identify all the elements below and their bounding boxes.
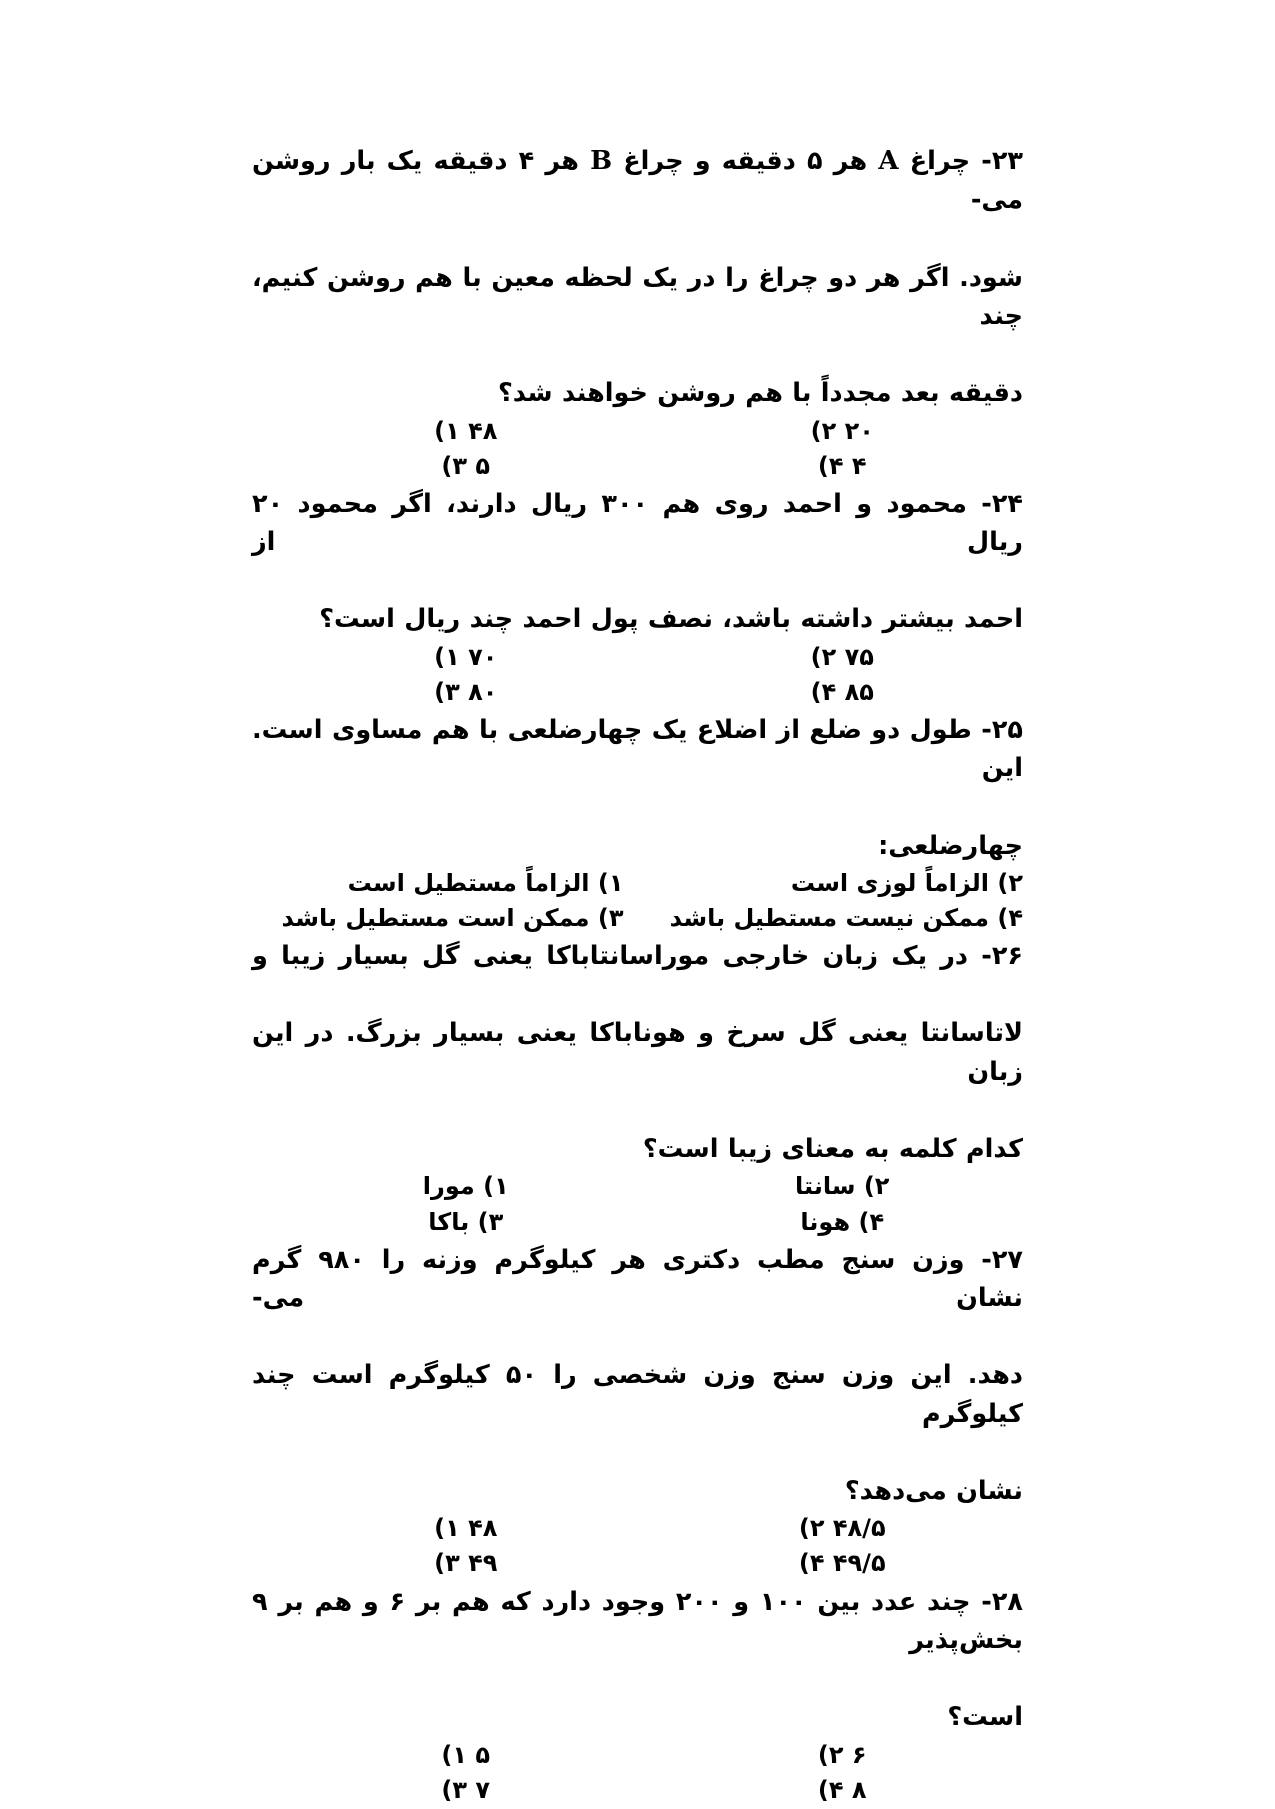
option-1-number: ۱) — [483, 1172, 509, 1201]
option-2-label: الزاماً لوزی است — [790, 868, 990, 897]
option-row — [252, 1205, 1023, 1239]
option-row — [252, 901, 1023, 935]
option-2[interactable] — [638, 640, 1024, 674]
question-26-line-3: کدام کلمه به معنای زیبا است؟ — [642, 1134, 1023, 1165]
question-25-line-1: ۲۵- طول دو ضلع از اضلاع یک چهارضلعی با هم مساوی است. این — [252, 714, 1023, 784]
option-1-number: ۱) — [434, 416, 460, 445]
option-2-number: ۲) — [817, 1740, 844, 1769]
option-4[interactable] — [638, 675, 1024, 709]
option-1[interactable] — [252, 1169, 638, 1203]
lamp-label-a: A — [878, 146, 899, 176]
option-1[interactable] — [252, 1738, 638, 1772]
question-block-26 — [252, 937, 1023, 1239]
question-26-line-1: ۲۶- در یک زبان خارجی موراسانتاباکا یعنی گل بسیار زیبا و — [252, 940, 1023, 971]
question-25-options — [252, 866, 1023, 935]
questions-container — [252, 142, 1023, 1809]
option-2-label: ۷۵ — [844, 642, 874, 671]
question-24-line-1: ۲۴- محمود و احمد روی هم ۳۰۰ ریال دارند، اگر محمود ۲۰ ریال از — [252, 488, 1023, 557]
lamp-label-b: B — [590, 146, 613, 176]
question-block-25 — [252, 711, 1023, 935]
option-2[interactable] — [638, 1738, 1024, 1772]
option-3[interactable] — [252, 675, 638, 709]
option-3-label: ۵ — [475, 451, 491, 480]
option-4-number: ۴) — [817, 451, 844, 480]
option-row — [252, 675, 1023, 709]
option-row — [252, 1511, 1023, 1545]
option-4-label: ۴۹/۵ — [832, 1549, 886, 1578]
option-4-number: ۴) — [817, 1775, 844, 1804]
option-2-label: ۴۸/۵ — [832, 1514, 886, 1543]
option-3-label: ۸۰ — [468, 677, 498, 706]
option-row — [252, 1169, 1023, 1203]
question-23-text-a: چراغ — [898, 146, 982, 176]
question-23-text-end: هر ۴ دقیقه یک بار روشن می- — [252, 146, 1023, 215]
option-4-number: ۴) — [810, 677, 837, 706]
option-4[interactable] — [638, 1773, 1024, 1807]
option-1-label: ۷۰ — [468, 642, 498, 671]
option-2-label: ۲۰ — [844, 416, 874, 445]
option-2[interactable] — [638, 1511, 1024, 1545]
option-4[interactable] — [638, 901, 1024, 935]
option-2-number: ۲) — [810, 416, 837, 445]
option-1[interactable] — [252, 1511, 638, 1545]
question-block-28 — [252, 1583, 1023, 1807]
question-27-line-2: دهد. این وزن سنج وزن شخصی را ۵۰ کیلوگرم است چند کیلوگرم — [252, 1360, 1023, 1429]
option-2-number: ۲) — [863, 1172, 890, 1201]
option-4-label: هونا — [800, 1207, 851, 1236]
option-2[interactable] — [638, 1169, 1024, 1203]
option-4-number: ۴) — [997, 903, 1023, 932]
question-24-line-2: احمد بیشتر داشته باشد، نصف پول احمد چند ریال است؟ — [319, 604, 1023, 635]
question-23-text-middle: هر ۵ دقیقه و چراغ — [612, 146, 879, 176]
question-24-options — [252, 640, 1023, 709]
option-1[interactable] — [252, 640, 638, 674]
option-3[interactable] — [252, 1205, 638, 1239]
option-1-label: ۵ — [475, 1740, 491, 1769]
option-3-label: ۷ — [475, 1775, 491, 1804]
option-2-number: ۲) — [997, 868, 1023, 897]
option-1-label: ۴۸ — [468, 1514, 498, 1543]
question-27-options — [252, 1511, 1023, 1580]
option-4-number: ۴) — [798, 1549, 825, 1578]
question-23-options — [252, 414, 1023, 483]
option-2[interactable] — [638, 866, 1024, 900]
option-4-number: ۴) — [858, 1207, 885, 1236]
question-25-line-2: چهارضلعی: — [878, 830, 1023, 861]
question-block-24 — [252, 485, 1023, 709]
option-1[interactable] — [252, 414, 638, 448]
option-3[interactable] — [252, 1546, 638, 1580]
option-3[interactable] — [252, 901, 638, 935]
question-block-27 — [252, 1241, 1023, 1581]
question-27-line-3: نشان می‌دهد؟ — [844, 1476, 1023, 1507]
option-1-label: الزاماً مستطیل است — [347, 868, 590, 897]
option-1-number: ۱) — [597, 868, 624, 897]
option-3-label: باکا — [428, 1207, 470, 1236]
option-1-number: ۱) — [434, 642, 460, 671]
option-row — [252, 1773, 1023, 1807]
option-3-number: ۳) — [441, 1775, 468, 1804]
option-4-label: ۴ — [851, 451, 867, 480]
option-3-number: ۳) — [597, 903, 624, 932]
option-1-label: مورا — [422, 1172, 475, 1201]
option-3-number: ۳) — [441, 451, 468, 480]
question-28-line-2: است؟ — [947, 1702, 1023, 1733]
question-26-line-2: لاتاسانتا یعنی گل سرخ و هوناباکا یعنی بسیار بزرگ. در این زبان — [252, 1018, 1023, 1087]
option-2-number: ۲) — [798, 1514, 825, 1543]
option-3-number: ۳) — [477, 1207, 504, 1236]
option-3-label: ممکن است مستطیل باشد — [281, 903, 590, 932]
option-row — [252, 866, 1023, 900]
question-27-line-1: ۲۷- وزن سنج مطب دکتری هر کیلوگرم وزنه را ۹۸۰ گرم نشان می- — [252, 1244, 1023, 1313]
option-4-label: ۸ — [851, 1775, 867, 1804]
option-1-label: ۴۸ — [468, 416, 498, 445]
option-4[interactable] — [638, 449, 1024, 483]
option-4-label: ۸۵ — [844, 677, 874, 706]
question-23-line-1 — [252, 142, 1023, 258]
question-26-options — [252, 1169, 1023, 1238]
question-23-number: ۲۳- — [981, 146, 1023, 176]
question-block-23 — [252, 142, 1023, 483]
option-3-number: ۳) — [434, 677, 460, 706]
option-2[interactable] — [638, 414, 1024, 448]
question-28-options — [252, 1738, 1023, 1807]
option-3[interactable] — [252, 449, 638, 483]
question-23-line-3: دقیقه بعد مجدداً با هم روشن خواهند شد؟ — [498, 378, 1023, 409]
option-row — [252, 449, 1023, 483]
option-3-label: ۴۹ — [468, 1549, 498, 1578]
option-3-number: ۳) — [434, 1549, 460, 1578]
option-2-label: سانتا — [795, 1172, 856, 1201]
option-1-number: ۱) — [434, 1514, 460, 1543]
option-row — [252, 1738, 1023, 1772]
option-2-label: ۶ — [851, 1740, 867, 1769]
option-2-number: ۲) — [810, 642, 837, 671]
option-row — [252, 1546, 1023, 1580]
option-4-label: ممکن نیست مستطیل باشد — [669, 903, 990, 932]
option-row — [252, 414, 1023, 448]
option-3[interactable] — [252, 1773, 638, 1807]
option-row — [252, 640, 1023, 674]
option-4[interactable] — [638, 1546, 1024, 1580]
option-4[interactable] — [638, 1205, 1024, 1239]
question-23-line-2: شود. اگر هر دو چراغ را در یک لحظه معین با هم روشن کنیم، چند — [252, 262, 1023, 331]
question-28-line-1: ۲۸- چند عدد بین ۱۰۰ و ۲۰۰ وجود دارد که هم بر ۶ و هم بر ۹ بخش‌پذیر — [252, 1586, 1023, 1655]
option-1[interactable] — [252, 866, 638, 900]
option-1-number: ۱) — [441, 1740, 468, 1769]
